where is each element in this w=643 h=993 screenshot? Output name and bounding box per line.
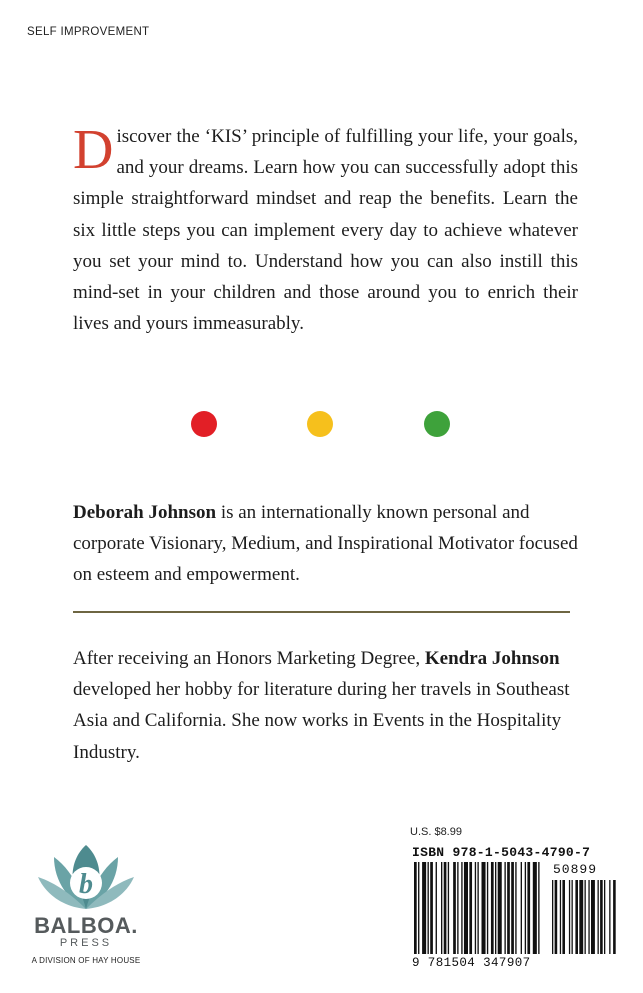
- traffic-light-dots: [0, 411, 643, 439]
- price-code: 50899: [553, 862, 598, 877]
- red-dot: [191, 411, 217, 437]
- publisher-logo: [24, 843, 148, 971]
- category-label: SELF IMPROVEMENT: [27, 26, 150, 38]
- ean-digits: 9 781504 347907: [412, 956, 531, 970]
- publisher-sub: PRESS: [59, 937, 113, 949]
- yellow-dot: [307, 411, 333, 437]
- publisher-name: BALBOA.: [34, 913, 138, 938]
- blurb-text: iscover the ‘KIS’ principle of fulfilling your life, your goals, and your dreams. Learn how you can successfully adopt this simple straightforward mindset and reap the benefits. Learn the six little steps you can implement every day to achieve whatever you set your mind to. Understand how you can also instill this mind-set in your children and those around you to enrich their lives and yours immeasurably.: [73, 126, 578, 335]
- drop-cap: D: [73, 119, 114, 181]
- bio-text-deborah: is an internationally known personal and corporate Visionary, Medium, and Inspirational Motivator focused on esteem and empowerment.: [73, 502, 578, 586]
- logo-letter: b: [79, 869, 93, 900]
- divider-rule: [73, 611, 570, 613]
- publisher-division: A DIVISION OF HAY HOUSE: [31, 956, 141, 965]
- author-name-kendra: Kendra Johnson: [424, 648, 560, 669]
- author-name-deborah: Deborah Johnson: [73, 502, 217, 523]
- price-label: U.S. $8.99: [410, 826, 462, 838]
- isbn-text: ISBN 978-1-5043-4790-7: [412, 845, 591, 860]
- book-blurb: [73, 121, 578, 339]
- green-dot: [424, 411, 450, 437]
- bio-intro-kendra: After receiving an Honors Marketing Degree,: [73, 648, 425, 669]
- author-bio-kendra: [73, 643, 578, 768]
- bio-text-kendra: developed her hobby for literature during her travels in Southeast Asia and California. She now works in Events in the Hospitality Industry.: [73, 679, 570, 763]
- barcode-bars: [412, 862, 618, 966]
- author-bio-deborah: [73, 497, 578, 591]
- isbn-barcode: [412, 845, 618, 973]
- lotus-icon: [24, 843, 148, 915]
